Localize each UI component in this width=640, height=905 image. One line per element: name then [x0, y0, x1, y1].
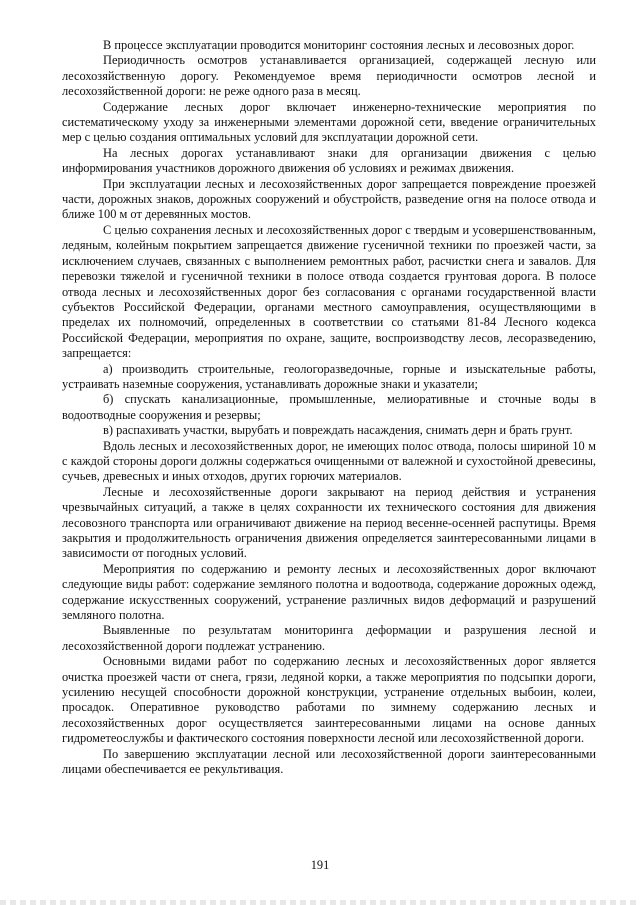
- scan-edge-divider: [0, 900, 640, 905]
- paragraph: Периодичность осмотров устанавливается организацией, содержащей лесную или лесохозяйственную дорогу. Рекомендуемое время периодичности осмотров лесной и лесохозяйственной дороги: не реже одного раза в месяц.: [62, 53, 596, 99]
- list-item: а) производить строительные, геологоразведочные, горные и изыскательные работы, устраивать наземные сооружения, устанавливать дорожные знаки и указатели;: [62, 361, 596, 391]
- list-item: б) спускать канализационные, промышленные, мелиоративные и сточные воды в водоотводные сооружения и резервы;: [62, 392, 596, 422]
- paragraph: Лесные и лесохозяйственные дороги закрывают на период действия и устранения чрезвычайных ситуаций, а также в целях сохранности их технического состояния для движения лесовозного транспорта или ограничивают движение на период весенне-осенней распутицы. Время закрытия и продолжительность ограничения движения определяется заинтересованными лицами в зависимости от погодных условий.: [62, 484, 596, 561]
- paragraph: Содержание лесных дорог включает инженерно-технические мероприятия по систематическому уходу за инженерными элементами дорожной сети, введение ограничительных мер с целью создания оптимальных условий для эксплуатации дорожной сети.: [62, 99, 596, 145]
- paragraph: На лесных дорогах устанавливают знаки для организации движения с целью информирования участников дорожного движения об условиях и режимах движения.: [62, 145, 596, 176]
- paragraph: В процессе эксплуатации проводится мониторинг состояния лесных и лесовозных дорог.: [103, 38, 575, 52]
- page-number: 191: [310, 858, 330, 872]
- paragraph: Основными видами работ по содержанию лесных и лесохозяйственных дорог является очистка проезжей части от снега, грязи, ледяной корки, а также мероприятия по подсыпки дороги, усилению несущей способности дорожной конструкции, устранение отдельных выбоин, колеи, просадок. Оперативное руководство работами по зимнему содержанию лесных и лесохозяйственных дорог осуществляется заинтересованными лицами на основе данных гидрометеослужбы и фактического состояния поверхности лесной или лесохозяйственной дороги.: [62, 654, 596, 746]
- document-page: [62, 38, 596, 778]
- list-item: в) распахивать участки, вырубать и повреждать насаждения, снимать дерн и брать грунт.: [103, 423, 573, 438]
- paragraph: С целью сохранения лесных и лесохозяйственных дорог с твердым и усовершенствованным, ледяным, колейным покрытием запрещается движение гусеничной техники по проезжей части, за исключением случаев, связанных с выполнением ремонтных работ, расчистки снега и завалов. Для перевозки тяжелой и гусеничной техники в полосе отвода создается грунтовая дорога. В полосе отвода лесных и лесохозяйственных дорог без согласования с органами государственной власти субъектов Российской Федерации, органами местного самоуправления, осуществляющими в пределах их полномочий, определенных в соответствии со статьями 81-84 Лесного кодекса Российской Федерации, мероприятия по охране, защите, воспроизводству лесов, лесоразведению, запрещается:: [62, 222, 596, 361]
- paragraph: По завершению эксплуатации лесной или лесохозяйственной дороги заинтересованными лицами обеспечивается ее рекультивация.: [62, 746, 596, 777]
- paragraph: Вдоль лесных и лесохозяйственных дорог, не имеющих полос отвода, полосы шириной 10 м с каждой стороны дороги должны содержаться очищенными от валежной и сухостойной древесины, сучьев, древесных и иных отходов, других горючих материалов.: [62, 438, 596, 484]
- paragraph: Выявленные по результатам мониторинга деформации и разрушения лесной и лесохозяйственной дороги подлежат устранению.: [62, 623, 596, 653]
- paragraph: Мероприятия по содержанию и ремонту лесных и лесохозяйственных дорог включают следующие виды работ: содержание земляного полотна и водоотвода, содержание дорожных одежд, содержание искусственных сооружений, устранение различных видов деформаций и разрушений земляного полотна.: [62, 561, 596, 623]
- paragraph: При эксплуатации лесных и лесохозяйственных дорог запрещается повреждение проезжей части, дорожных знаков, дорожных сооружений и обустройств, разведение огня на полосе отвода и ближе 100 м от деревянных мостов.: [62, 176, 596, 222]
